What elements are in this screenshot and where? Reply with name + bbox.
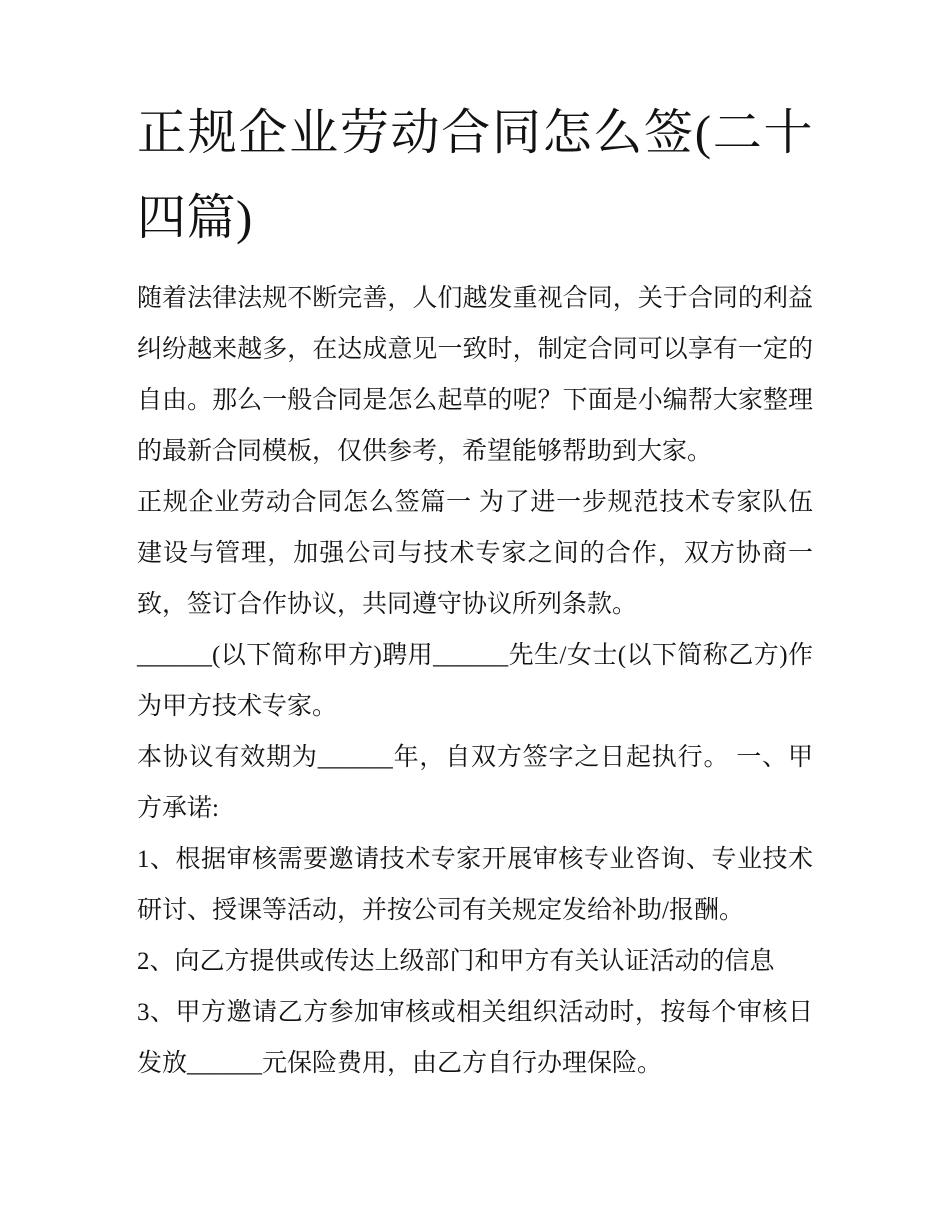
paragraph-parties: ______(以下简称甲方)聘用______先生/女士(以下简称乙方)作为甲方技术专家。 — [137, 642, 813, 720]
paragraph-clause-1: 1、根据审核需要邀请技术专家开展审核专业咨询、专业技术研讨、授课等活动，并按公司有关规定发给补助/报酬。 — [137, 846, 813, 924]
paragraph-validity-term: 本协议有效期为______年，自双方签字之日起执行。 一、甲方承诺: — [137, 744, 813, 822]
paragraph-section-1-intro: 正规企业劳动合同怎么签篇一 为了进一步规范技术专家队伍建设与管理，加强公司与技术专家之间的合作，双方协商一致，签订合作协议，共同遵守协议所列条款。 — [137, 489, 813, 618]
paragraph-intro: 随着法律法规不断完善，人们越发重视合同，关于合同的利益纠纷越来越多，在达成意见一致时，制定合同可以享有一定的自由。那么一般合同是怎么起草的呢？下面是小编帮大家整理的最新合同模板，仅供参考，希望能够帮助到大家。 — [137, 285, 813, 465]
document-body — [137, 273, 813, 1089]
paragraph-clause-2: 2、向乙方提供或传达上级部门和甲方有关认证活动的信息 — [137, 948, 775, 975]
page-title: 正规企业劳动合同怎么签(二十四篇) — [137, 105, 813, 245]
paragraph-clause-3: 3、甲方邀请乙方参加审核或相关组织活动时，按每个审核日发放______元保险费用，由乙方自行办理保险。 — [137, 999, 813, 1077]
